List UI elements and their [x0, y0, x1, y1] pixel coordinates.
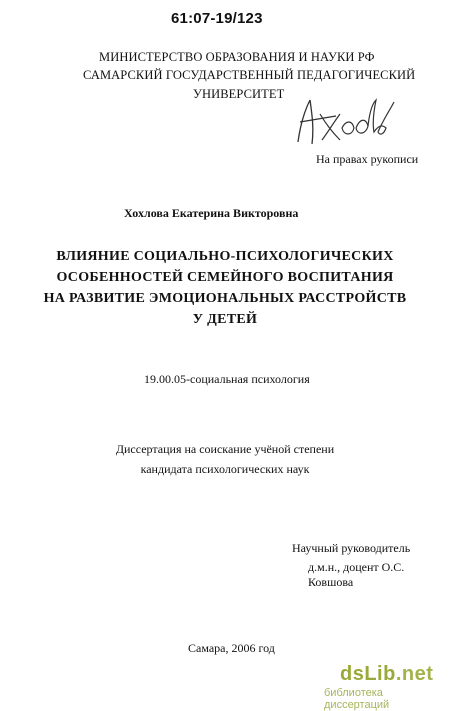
university-line-2: УНИВЕРСИТЕТ	[193, 87, 285, 101]
watermark-logo	[340, 663, 433, 686]
watermark-logo-main: dsLib	[340, 663, 396, 685]
archive-stamp-number: 61:07-19/123	[171, 10, 263, 27]
supervisor-label: Научный руководитель	[292, 541, 411, 555]
ministry-line: МИНИСТЕРСТВО ОБРАЗОВАНИЯ И НАУКИ РФ	[99, 50, 375, 64]
watermark-subtitle: библиотека диссертаций	[324, 687, 390, 711]
city-year: Самара, 2006 год	[188, 641, 275, 655]
title-line: ВЛИЯНИЕ СОЦИАЛЬНО-ПСИХОЛОГИЧЕСКИХ	[56, 249, 394, 264]
manuscript-rights-note: На правах рукописи	[316, 152, 419, 166]
author-name: Хохлова Екатерина Викторовна	[124, 206, 299, 220]
watermark-logo-tld: .net	[395, 663, 434, 685]
university-line-1: САМАРСКИЙ ГОСУДАРСТВЕННЫЙ ПЕДАГОГИЧЕСКИЙ	[83, 68, 416, 82]
handwritten-signature	[290, 92, 400, 150]
title-line: У ДЕТЕЙ	[192, 312, 258, 327]
dissertation-title	[0, 246, 450, 330]
degree-line: Диссертация на соискание учёной степени	[115, 442, 335, 456]
supervisor-name: д.м.н., доцент О.С. Ковшова	[308, 560, 405, 589]
specialty-code: 19.00.05-социальная психология	[144, 372, 310, 386]
title-line: ОСОБЕННОСТЕЙ СЕМЕЙНОГО ВОСПИТАНИЯ	[56, 270, 394, 285]
degree-line: кандидата психологических наук	[140, 462, 310, 476]
title-line: НА РАЗВИТИЕ ЭМОЦИОНАЛЬНЫХ РАССТРОЙСТВ	[43, 291, 407, 306]
dissertation-degree	[0, 439, 450, 479]
